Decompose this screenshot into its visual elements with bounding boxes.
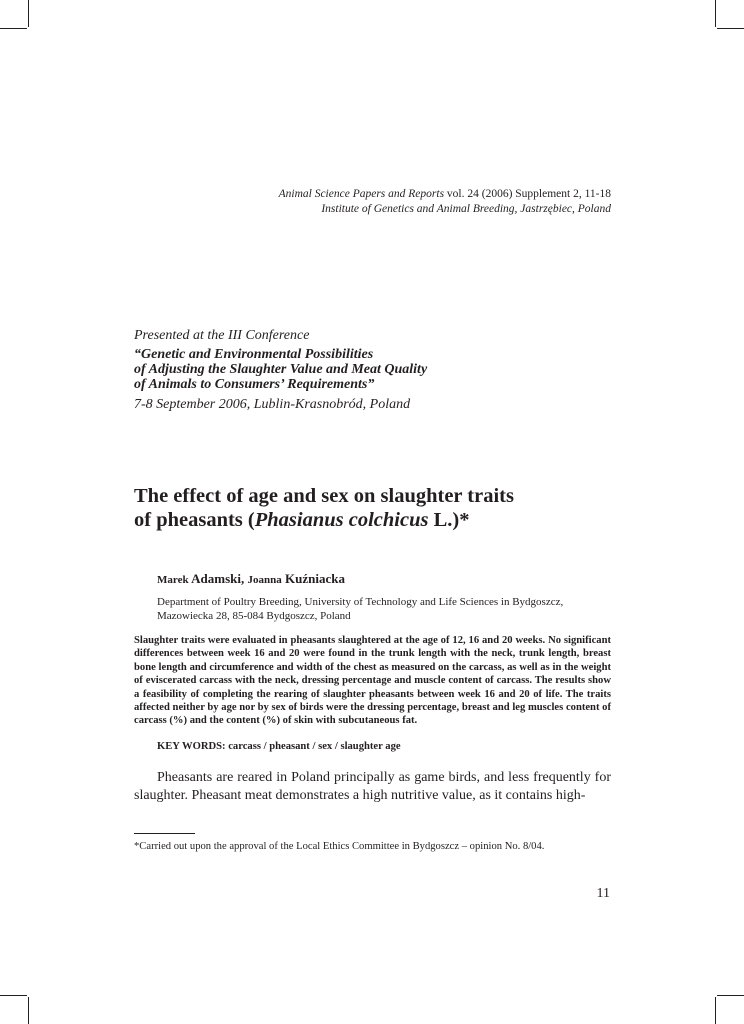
- keywords: KEY WORDS: carcass / pheasant / sex / slaughter age: [157, 741, 401, 752]
- author-2-last: Kuźniacka: [284, 571, 345, 586]
- journal-header: [279, 187, 611, 217]
- conference-block: [134, 328, 427, 412]
- crop-mark-bottom-left-h: [0, 995, 27, 996]
- journal-institute: Institute of Genetics and Animal Breeding, Jastrzębiec, Poland: [321, 203, 611, 215]
- body-text: [134, 769, 611, 805]
- title-species: Phasianus colchicus: [254, 509, 429, 531]
- crop-mark-bottom-left-v: [28, 997, 29, 1024]
- crop-mark-top-right-v: [715, 0, 716, 27]
- footnote: *Carried out upon the approval of the Local Ethics Committee in Bydgoszcz – opinion No. 8/04.: [134, 841, 545, 852]
- journal-volume: vol. 24 (2006) Supplement 2, 11-18: [444, 188, 611, 200]
- author-1-first: Marek: [157, 574, 189, 586]
- page-number: 11: [596, 886, 610, 901]
- conference-name-line-2: of Adjusting the Slaughter Value and Meat Quality: [134, 362, 428, 377]
- crop-mark-top-right-h: [717, 28, 744, 29]
- title-line-2: [134, 508, 514, 532]
- affiliation-line-1: Department of Poultry Breeding, University of Technology and Life Sciences in Bydgoszcz,: [157, 596, 564, 608]
- crop-mark-bottom-right-v: [715, 997, 716, 1024]
- conference-name-line-3: of Animals to Consumers’ Requirements”: [134, 377, 375, 392]
- journal-citation: [279, 187, 611, 202]
- title-prefix: of pheasants (: [134, 509, 255, 531]
- footnote-rule: [134, 833, 195, 834]
- affiliation: [157, 595, 563, 623]
- crop-mark-top-left-h: [0, 28, 27, 29]
- body-paragraph: Pheasants are reared in Poland principally as game birds, and less frequently for slaughter. Pheasant meat demonstrates a high nutritive value, as it contains high-: [134, 770, 611, 803]
- authors: [157, 571, 345, 587]
- conference-presented: Presented at the III Conference: [134, 328, 310, 343]
- crop-mark-bottom-right-h: [717, 995, 744, 996]
- author-2-first: Joanna: [247, 574, 282, 586]
- crop-mark-top-left-v: [28, 0, 29, 27]
- affiliation-line-2: Mazowiecka 28, 85-084 Bydgoszcz, Poland: [157, 610, 351, 622]
- title-line-1: The effect of age and sex on slaughter traits: [134, 485, 514, 507]
- author-1-last: Adamski,: [191, 571, 245, 586]
- title-suffix: L.)*: [428, 509, 470, 531]
- conference-name-line-1: “Genetic and Environmental Possibilities: [134, 347, 374, 362]
- abstract: Slaughter traits were evaluated in pheasants slaughtered at the age of 12, 16 and 20 weeks. No significant differences between week 16 and 20 were found in the trunk length with the neck, trunk length, breast bone length and circumference and width of the chest as measured on the carcass, as well as in the weight of eviscerated carcass with the neck, dressing percentage and muscle content of carcass. The results show a feasibility of completing the rearing of slaughter pheasants between week 16 and 20 of life. The traits affected neither by age nor by sex of birds were the dressing percentage, breast and leg muscles content of carcass (%) and the content (%) of skin with subcutaneous fat.: [134, 635, 611, 727]
- conference-date-place: 7-8 September 2006, Lublin-Krasnobród, Poland: [134, 397, 411, 412]
- journal-name: Animal Science Papers and Reports: [278, 188, 445, 200]
- paper-title: [134, 484, 514, 532]
